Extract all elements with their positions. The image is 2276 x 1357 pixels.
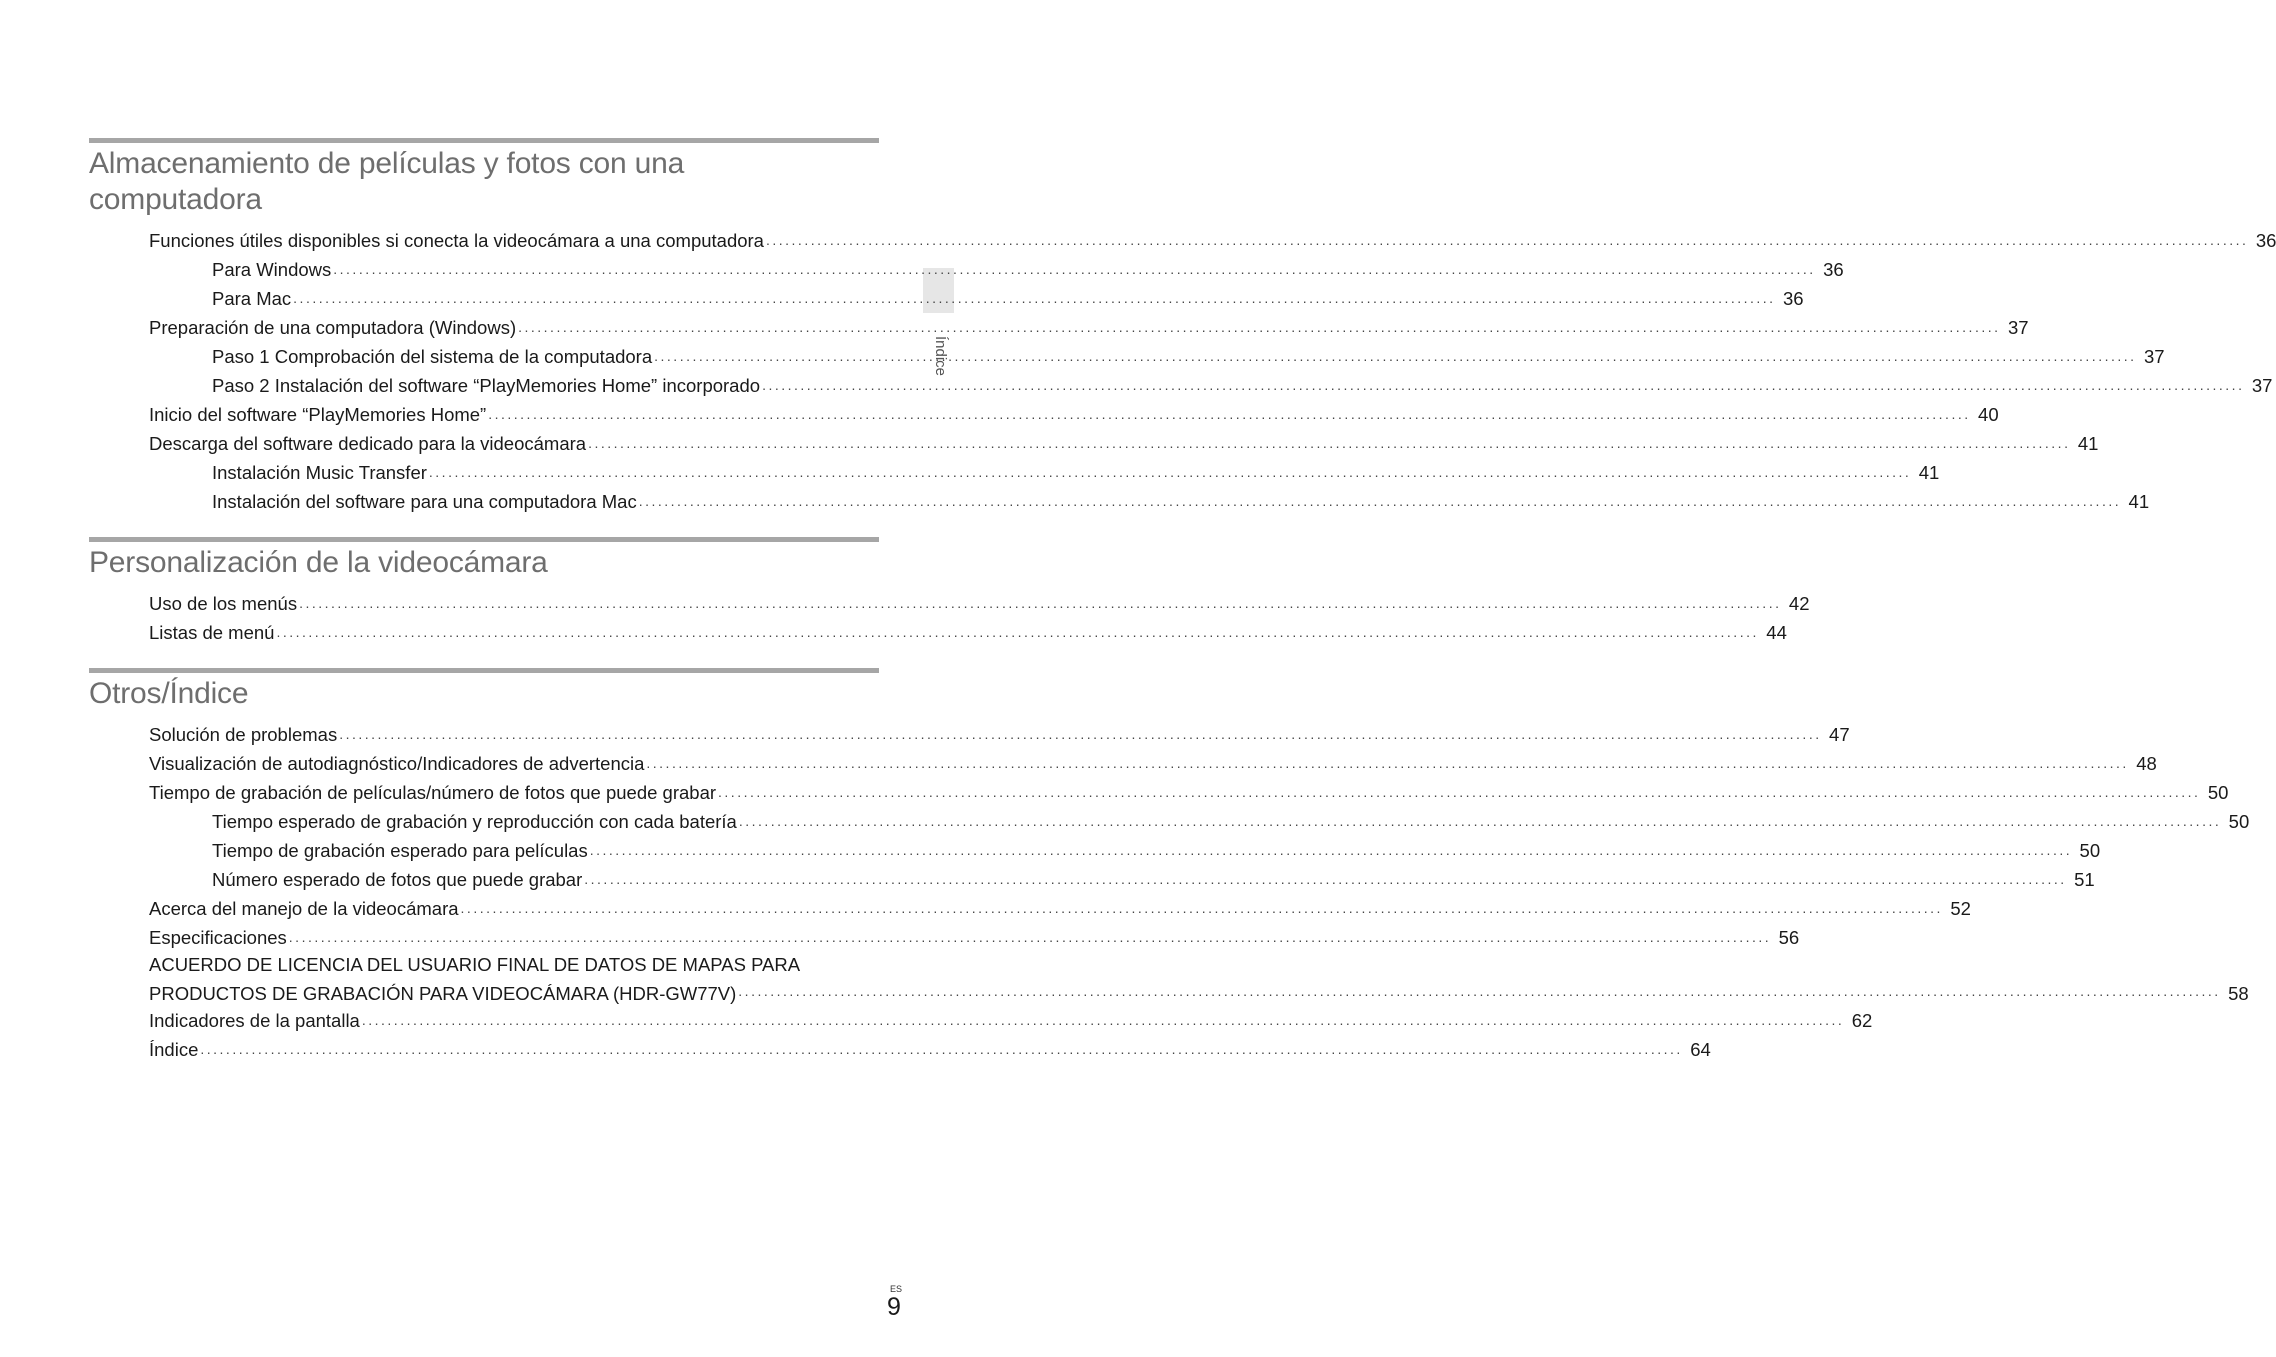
section-title-line1: Almacenamiento de películas y fotos con una: [89, 147, 685, 180]
toc-entry-text: Especificaciones: [149, 927, 287, 948]
toc-entry-text: Inicio del software “PlayMemories Home”: [149, 404, 487, 425]
toc-entry[interactable]: [89, 371, 2273, 400]
leader-dots: [739, 807, 2221, 836]
toc-entry[interactable]: [89, 429, 2099, 458]
toc-entry[interactable]: [89, 618, 1787, 647]
leader-dots: [646, 749, 2128, 778]
toc-entry-text: Tiempo esperado de grabación y reproducción con cada batería: [212, 811, 737, 832]
leader-dots: [766, 226, 2248, 255]
toc-entry[interactable]: [89, 284, 1804, 313]
toc-entry-page: 40: [1978, 404, 1999, 425]
toc-entry-page: 51: [2074, 869, 2095, 890]
leader-dots: [461, 894, 1943, 923]
toc-entry[interactable]: [89, 807, 2250, 836]
toc-entry[interactable]: [89, 589, 1810, 618]
toc-section-customization: [89, 537, 1810, 647]
toc-entry-text: Acerca del manejo de la videocámara: [149, 898, 459, 919]
leader-dots: [289, 923, 1771, 952]
toc-entry[interactable]: [89, 749, 2157, 778]
toc-entry[interactable]: [89, 1006, 1873, 1035]
toc-entry-text: Uso de los menús: [149, 593, 298, 614]
toc-entry[interactable]: [89, 458, 1940, 487]
toc-entry[interactable]: [89, 720, 1850, 749]
toc-entry[interactable]: [89, 226, 2276, 255]
toc-entry-text: Indicadores de la pantalla: [149, 1010, 360, 1031]
section-rule: [89, 537, 879, 542]
toc-entry-text-line1: ACUERDO DE LICENCIA DEL USUARIO FINAL DE DATOS DE MAPAS PARA: [149, 954, 801, 975]
section-title: Personalización de la videocámara: [89, 546, 548, 579]
toc-entry-page: 41: [2077, 433, 2099, 454]
toc-entry[interactable]: [89, 865, 2095, 894]
leader-dots: [654, 342, 2136, 371]
language-code: ES: [890, 1284, 903, 1294]
toc-entry-text: Índice: [149, 1039, 199, 1060]
toc-entry[interactable]: [89, 778, 2229, 807]
toc-entry-text: Paso 2 Instalación del software “PlayMemories Home” incorporado: [212, 375, 761, 396]
toc-entry-text: Tiempo de grabación esperado para películas: [212, 840, 588, 861]
toc-entry-page: 36: [2255, 230, 2276, 251]
toc-entry-text: Número esperado de fotos que puede grabar: [212, 869, 583, 890]
leader-dots: [333, 255, 1815, 284]
page-number: 9: [887, 1293, 901, 1321]
toc-entry-page: 37: [2007, 317, 2029, 338]
toc-entry[interactable]: [89, 923, 1800, 952]
toc-entry-text: Funciones útiles disponibles si conecta la videocámara a una computadora: [149, 230, 764, 251]
leader-dots: [518, 313, 2000, 342]
leader-dots: [762, 371, 2244, 400]
leader-dots: [639, 487, 2121, 516]
toc-entry[interactable]: [89, 255, 1844, 284]
toc-entry-page: 50: [2228, 811, 2250, 832]
toc-entry-page: 41: [1918, 462, 1940, 483]
leader-dots: [299, 589, 1781, 618]
toc-entry-page: 56: [1778, 927, 1800, 948]
toc-entry-page: 41: [2128, 491, 2150, 512]
leader-dots: [738, 977, 2220, 1006]
toc-entry-page: 36: [1783, 288, 1804, 309]
toc-entry[interactable]: [89, 313, 2029, 342]
toc-entry-text: Solución de problemas: [149, 724, 338, 745]
toc-entry-page: 47: [1829, 724, 1850, 745]
toc-entry-page: 37: [2143, 346, 2165, 367]
leader-dots: [362, 1006, 1844, 1035]
toc-entry-text: Para Windows: [212, 259, 332, 280]
toc-entry-page: 48: [2136, 753, 2157, 774]
section-title: Otros/Índice: [89, 677, 249, 710]
leader-dots: [590, 836, 2072, 865]
toc-entry-page: 50: [2079, 840, 2101, 861]
leader-dots: [429, 458, 1911, 487]
toc-entry-page: 62: [1851, 1010, 1873, 1031]
section-rule: [89, 138, 879, 143]
toc-entry[interactable]: [89, 1035, 1711, 1064]
toc-entry-page: 50: [2207, 782, 2229, 803]
toc-entry-text: Paso 1 Comprobación del sistema de la computadora: [212, 346, 653, 367]
leader-dots: [293, 284, 1775, 313]
leader-dots: [339, 720, 1821, 749]
toc-section-others: [89, 668, 2250, 1064]
toc-entry-text: Instalación del software para una computadora Mac: [212, 491, 637, 512]
leader-dots: [718, 778, 2200, 807]
toc-entry-page: 42: [1788, 593, 1810, 614]
toc-entry-page: 36: [1823, 259, 1844, 280]
toc-entry-page: 64: [1690, 1039, 1711, 1060]
toc-entry-page: 44: [1766, 622, 1787, 643]
toc-entry[interactable]: [89, 400, 1999, 429]
toc-entry-text: Tiempo de grabación de películas/número de fotos que puede grabar: [149, 782, 717, 803]
toc-entry-page: 58: [2228, 983, 2249, 1004]
toc-entry-text: Visualización de autodiagnóstico/Indicadores de advertencia: [149, 753, 645, 774]
side-tab-label: Índice: [932, 335, 949, 377]
toc-entry-text: Listas de menú: [149, 622, 275, 643]
toc-entry[interactable]: [89, 894, 1971, 923]
toc-entry-page: 52: [1950, 898, 1971, 919]
leader-dots: [200, 1035, 1682, 1064]
toc-entry[interactable]: [89, 836, 2101, 865]
toc-entry-page: 37: [2251, 375, 2273, 396]
toc-entry[interactable]: [89, 487, 2150, 516]
toc-entry[interactable]: [89, 952, 2249, 1006]
toc-entry-text: Preparación de una computadora (Windows): [149, 317, 517, 338]
toc-entry-text-line2: PRODUCTOS DE GRABACIÓN PARA VIDEOCÁMARA (HDR-GW77V): [149, 983, 737, 1004]
section-title-line2: computadora: [89, 183, 262, 216]
toc-entry-text: Para Mac: [212, 288, 292, 309]
toc-entry-text: Descarga del software dedicado para la videocámara: [149, 433, 587, 454]
leader-dots: [588, 429, 2070, 458]
leader-dots: [584, 865, 2066, 894]
leader-dots: [488, 400, 1970, 429]
section-rule: [89, 668, 879, 673]
toc-entry-text: Instalación Music Transfer: [212, 462, 427, 483]
section-title: [89, 146, 879, 218]
leader-dots: [276, 618, 1758, 647]
